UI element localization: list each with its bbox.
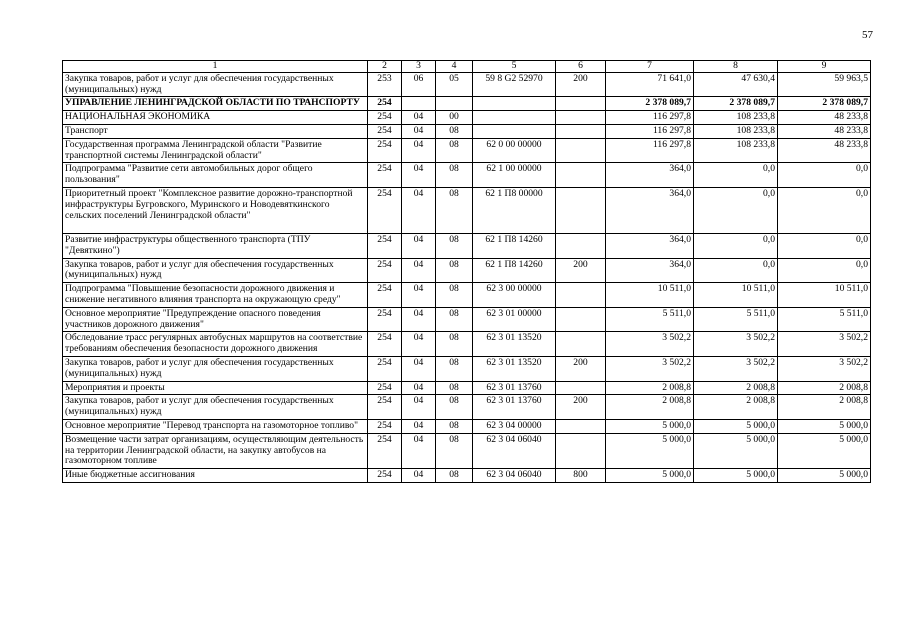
code-cell: 254 xyxy=(368,307,402,332)
name-cell: Транспорт xyxy=(63,124,368,138)
target-article-cell: 62 3 00 00000 xyxy=(473,283,556,308)
amount-year1-cell: 71 641,0 xyxy=(606,72,694,97)
target-article-cell: 62 3 04 06040 xyxy=(473,469,556,483)
amount-year3-cell: 59 963,5 xyxy=(778,72,871,97)
amount-year1-cell: 364,0 xyxy=(606,187,694,233)
table-row xyxy=(63,111,871,125)
header-cell: 4 xyxy=(436,61,473,73)
amount-year2-cell: 3 502,2 xyxy=(694,332,778,357)
section-cell: 04 xyxy=(402,138,436,163)
name-cell: Мероприятия и проекты xyxy=(63,381,368,395)
amount-year2-cell: 2 008,8 xyxy=(694,395,778,420)
code-cell: 254 xyxy=(368,97,402,111)
expense-type-cell xyxy=(556,97,606,111)
section-cell: 04 xyxy=(402,469,436,483)
code-cell: 254 xyxy=(368,187,402,233)
table-row xyxy=(63,356,871,381)
table-row xyxy=(63,187,871,233)
target-article-cell: 62 1 П8 00000 xyxy=(473,187,556,233)
name-cell: Развитие инфраструктуры общественного транспорта (ТПУ "Девяткино") xyxy=(63,233,368,258)
section-cell: 04 xyxy=(402,381,436,395)
table-row xyxy=(63,97,871,111)
amount-year2-cell: 3 502,2 xyxy=(694,356,778,381)
name-cell: Закупка товаров, работ и услуг для обеспечения государственных (муниципальных) нужд xyxy=(63,258,368,283)
name-cell: Подпрограмма "Развитие сети автомобильных дорог общего пользования" xyxy=(63,163,368,188)
amount-year3-cell: 3 502,2 xyxy=(778,332,871,357)
subsection-cell: 08 xyxy=(436,187,473,233)
name-cell: Государственная программа Ленинградской области "Развитие транспортной системы Ленинградской области" xyxy=(63,138,368,163)
expense-type-cell: 200 xyxy=(556,72,606,97)
table-row xyxy=(63,381,871,395)
amount-year3-cell: 5 000,0 xyxy=(778,419,871,433)
target-article-cell: 62 3 01 00000 xyxy=(473,307,556,332)
expense-type-cell: 200 xyxy=(556,356,606,381)
code-cell: 254 xyxy=(368,124,402,138)
target-article-cell: 62 1 П8 14260 xyxy=(473,233,556,258)
expense-type-cell: 800 xyxy=(556,469,606,483)
target-article-cell xyxy=(473,111,556,125)
expense-type-cell xyxy=(556,233,606,258)
expense-type-cell xyxy=(556,307,606,332)
amount-year3-cell: 5 000,0 xyxy=(778,433,871,468)
section-cell: 04 xyxy=(402,258,436,283)
expense-type-cell xyxy=(556,111,606,125)
amount-year2-cell: 5 000,0 xyxy=(694,433,778,468)
expense-type-cell: 200 xyxy=(556,258,606,283)
amount-year2-cell: 0,0 xyxy=(694,163,778,188)
amount-year3-cell: 0,0 xyxy=(778,258,871,283)
header-cell: 6 xyxy=(556,61,606,73)
code-cell: 254 xyxy=(368,469,402,483)
section-cell: 04 xyxy=(402,124,436,138)
table-row xyxy=(63,233,871,258)
subsection-cell: 08 xyxy=(436,395,473,420)
amount-year1-cell: 364,0 xyxy=(606,233,694,258)
amount-year3-cell: 48 233,8 xyxy=(778,138,871,163)
expense-type-cell xyxy=(556,419,606,433)
amount-year2-cell: 108 233,8 xyxy=(694,124,778,138)
amount-year3-cell: 2 008,8 xyxy=(778,381,871,395)
name-cell: Возмещение части затрат организациям, осуществляющим деятельность на территории Ленинградской области, на закупку автобусов на газомоторном топливе xyxy=(63,433,368,468)
header-cell: 5 xyxy=(473,61,556,73)
subsection-cell: 08 xyxy=(436,258,473,283)
amount-year1-cell: 10 511,0 xyxy=(606,283,694,308)
table-row xyxy=(63,419,871,433)
name-cell: Приоритетный проект "Комплексное развитие дорожно-транспортной инфраструктуры Бугровского, Муринского и Новодевяткинского сельских поселений Ленинградской области" xyxy=(63,187,368,233)
amount-year1-cell: 364,0 xyxy=(606,258,694,283)
amount-year2-cell: 0,0 xyxy=(694,233,778,258)
subsection-cell: 08 xyxy=(436,332,473,357)
code-cell: 254 xyxy=(368,258,402,283)
target-article-cell: 62 3 01 13760 xyxy=(473,395,556,420)
name-cell: Иные бюджетные ассигнования xyxy=(63,469,368,483)
amount-year3-cell: 0,0 xyxy=(778,163,871,188)
header-cell: 1 xyxy=(63,61,368,73)
amount-year1-cell: 2 008,8 xyxy=(606,381,694,395)
section-cell: 04 xyxy=(402,433,436,468)
header-cell: 8 xyxy=(694,61,778,73)
amount-year1-cell: 5 511,0 xyxy=(606,307,694,332)
header-cell: 7 xyxy=(606,61,694,73)
table-row xyxy=(63,469,871,483)
amount-year1-cell: 116 297,8 xyxy=(606,111,694,125)
subsection-cell: 08 xyxy=(436,283,473,308)
subsection-cell: 08 xyxy=(436,381,473,395)
name-cell: Основное мероприятие "Перевод транспорта на газомоторное топливо" xyxy=(63,419,368,433)
page-number: 57 xyxy=(862,29,873,41)
amount-year1-cell: 2 378 089,7 xyxy=(606,97,694,111)
expense-type-cell xyxy=(556,283,606,308)
section-cell: 04 xyxy=(402,356,436,381)
amount-year2-cell: 10 511,0 xyxy=(694,283,778,308)
code-cell: 254 xyxy=(368,395,402,420)
code-cell: 254 xyxy=(368,163,402,188)
amount-year3-cell: 2 008,8 xyxy=(778,395,871,420)
table-row xyxy=(63,395,871,420)
table-row xyxy=(63,124,871,138)
amount-year1-cell: 116 297,8 xyxy=(606,124,694,138)
target-article-cell: 59 8 G2 52970 xyxy=(473,72,556,97)
table-row xyxy=(63,307,871,332)
header-row xyxy=(63,61,871,73)
amount-year2-cell: 5 000,0 xyxy=(694,419,778,433)
amount-year3-cell: 3 502,2 xyxy=(778,356,871,381)
amount-year1-cell: 3 502,2 xyxy=(606,356,694,381)
amount-year2-cell: 0,0 xyxy=(694,187,778,233)
section-cell: 04 xyxy=(402,395,436,420)
subsection-cell: 08 xyxy=(436,307,473,332)
name-cell: Закупка товаров, работ и услуг для обеспечения государственных (муниципальных) нужд xyxy=(63,72,368,97)
amount-year3-cell: 2 378 089,7 xyxy=(778,97,871,111)
amount-year3-cell: 10 511,0 xyxy=(778,283,871,308)
amount-year2-cell: 2 008,8 xyxy=(694,381,778,395)
amount-year1-cell: 364,0 xyxy=(606,163,694,188)
subsection-cell: 08 xyxy=(436,469,473,483)
code-cell: 253 xyxy=(368,72,402,97)
code-cell: 254 xyxy=(368,356,402,381)
amount-year3-cell: 48 233,8 xyxy=(778,111,871,125)
code-cell: 254 xyxy=(368,111,402,125)
amount-year1-cell: 5 000,0 xyxy=(606,419,694,433)
target-article-cell: 62 3 04 00000 xyxy=(473,419,556,433)
target-article-cell: 62 1 П8 14260 xyxy=(473,258,556,283)
section-cell: 04 xyxy=(402,111,436,125)
section-cell: 04 xyxy=(402,419,436,433)
expense-type-cell xyxy=(556,332,606,357)
amount-year2-cell: 2 378 089,7 xyxy=(694,97,778,111)
budget-table xyxy=(62,60,871,483)
target-article-cell: 62 0 00 00000 xyxy=(473,138,556,163)
subsection-cell: 00 xyxy=(436,111,473,125)
amount-year2-cell: 108 233,8 xyxy=(694,138,778,163)
expense-type-cell xyxy=(556,433,606,468)
section-cell: 04 xyxy=(402,283,436,308)
amount-year1-cell: 116 297,8 xyxy=(606,138,694,163)
name-cell: УПРАВЛЕНИЕ ЛЕНИНГРАДСКОЙ ОБЛАСТИ ПО ТРАНСПОРТУ xyxy=(63,97,368,111)
amount-year2-cell: 0,0 xyxy=(694,258,778,283)
name-cell: Обследование трасс регулярных автобусных маршрутов на соответствие требованиям обеспечения безопасности дорожного движения xyxy=(63,332,368,357)
amount-year3-cell: 48 233,8 xyxy=(778,124,871,138)
target-article-cell: 62 3 01 13520 xyxy=(473,332,556,357)
code-cell: 254 xyxy=(368,233,402,258)
expense-type-cell xyxy=(556,138,606,163)
name-cell: НАЦИОНАЛЬНАЯ ЭКОНОМИКА xyxy=(63,111,368,125)
subsection-cell: 08 xyxy=(436,138,473,163)
subsection-cell: 08 xyxy=(436,233,473,258)
subsection-cell: 05 xyxy=(436,72,473,97)
table-row xyxy=(63,138,871,163)
target-article-cell: 62 3 01 13520 xyxy=(473,356,556,381)
target-article-cell xyxy=(473,97,556,111)
target-article-cell xyxy=(473,124,556,138)
section-cell: 06 xyxy=(402,72,436,97)
name-cell: Закупка товаров, работ и услуг для обеспечения государственных (муниципальных) нужд xyxy=(63,356,368,381)
expense-type-cell xyxy=(556,381,606,395)
subsection-cell: 08 xyxy=(436,163,473,188)
code-cell: 254 xyxy=(368,283,402,308)
header-cell: 2 xyxy=(368,61,402,73)
section-cell: 04 xyxy=(402,332,436,357)
table-row xyxy=(63,258,871,283)
amount-year1-cell: 5 000,0 xyxy=(606,433,694,468)
subsection-cell: 08 xyxy=(436,433,473,468)
section-cell: 04 xyxy=(402,233,436,258)
target-article-cell: 62 1 00 00000 xyxy=(473,163,556,188)
amount-year3-cell: 0,0 xyxy=(778,187,871,233)
header-cell: 9 xyxy=(778,61,871,73)
code-cell: 254 xyxy=(368,138,402,163)
amount-year1-cell: 5 000,0 xyxy=(606,469,694,483)
section-cell: 04 xyxy=(402,307,436,332)
header-cell: 3 xyxy=(402,61,436,73)
amount-year3-cell: 0,0 xyxy=(778,233,871,258)
name-cell: Подпрограмма "Повышение безопасности дорожного движения и снижение негативного влияния транспорта на окружающую среду" xyxy=(63,283,368,308)
amount-year2-cell: 108 233,8 xyxy=(694,111,778,125)
expense-type-cell xyxy=(556,163,606,188)
subsection-cell: 08 xyxy=(436,124,473,138)
name-cell: Закупка товаров, работ и услуг для обеспечения государственных (муниципальных) нужд xyxy=(63,395,368,420)
section-cell xyxy=(402,97,436,111)
section-cell: 04 xyxy=(402,163,436,188)
amount-year3-cell: 5 511,0 xyxy=(778,307,871,332)
target-article-cell: 62 3 04 06040 xyxy=(473,433,556,468)
amount-year2-cell: 5 511,0 xyxy=(694,307,778,332)
table-row xyxy=(63,283,871,308)
code-cell: 254 xyxy=(368,381,402,395)
amount-year2-cell: 47 630,4 xyxy=(694,72,778,97)
amount-year1-cell: 2 008,8 xyxy=(606,395,694,420)
subsection-cell: 08 xyxy=(436,356,473,381)
code-cell: 254 xyxy=(368,433,402,468)
table-row xyxy=(63,72,871,97)
table-row xyxy=(63,163,871,188)
section-cell: 04 xyxy=(402,187,436,233)
name-cell: Основное мероприятие "Предупреждение опасного поведения участников дорожного движения" xyxy=(63,307,368,332)
subsection-cell xyxy=(436,97,473,111)
amount-year2-cell: 5 000,0 xyxy=(694,469,778,483)
code-cell: 254 xyxy=(368,332,402,357)
subsection-cell: 08 xyxy=(436,419,473,433)
expense-type-cell xyxy=(556,124,606,138)
target-article-cell: 62 3 01 13760 xyxy=(473,381,556,395)
amount-year1-cell: 3 502,2 xyxy=(606,332,694,357)
expense-type-cell xyxy=(556,187,606,233)
table-row xyxy=(63,433,871,468)
code-cell: 254 xyxy=(368,419,402,433)
amount-year3-cell: 5 000,0 xyxy=(778,469,871,483)
table-row xyxy=(63,332,871,357)
expense-type-cell: 200 xyxy=(556,395,606,420)
